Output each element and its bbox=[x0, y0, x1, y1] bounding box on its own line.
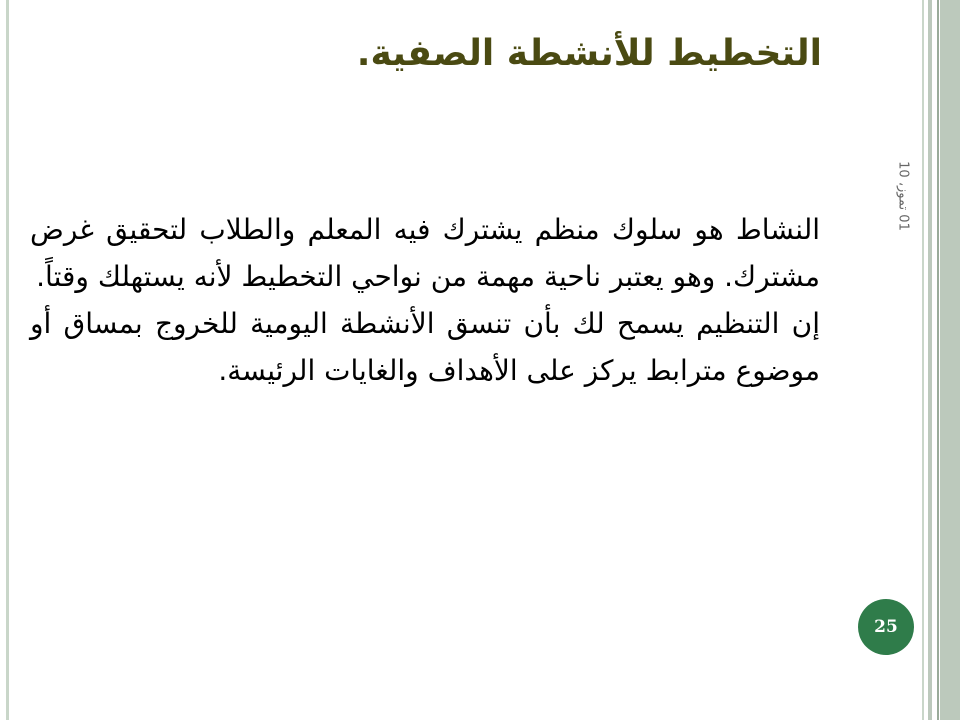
right-border-bar bbox=[940, 0, 960, 720]
right-border-line bbox=[928, 0, 932, 720]
right-border-line bbox=[922, 0, 924, 720]
right-border-line bbox=[937, 0, 939, 720]
slide-date: 01 تموز، 10 bbox=[895, 161, 911, 231]
paragraph: النشاط هو سلوك منظم يشترك فيه المعلم والطلاب لتحقيق غرض مشترك. وهو يعتبر ناحية مهمة من نواحي التخطيط لأنه يستهلك وقتاً. bbox=[30, 213, 820, 293]
slide-title: التخطيط للأنشطة الصفية. bbox=[356, 33, 822, 74]
slide-body bbox=[30, 206, 820, 394]
left-border-line bbox=[6, 0, 9, 720]
paragraph: إن التنظيم يسمح لك بأن تنسق الأنشطة اليومية للخروج بمساق أو موضوع مترابط يركز على الأهداف والغايات الرئيسة. bbox=[30, 307, 820, 387]
slide-number-badge: 25 bbox=[858, 599, 914, 655]
